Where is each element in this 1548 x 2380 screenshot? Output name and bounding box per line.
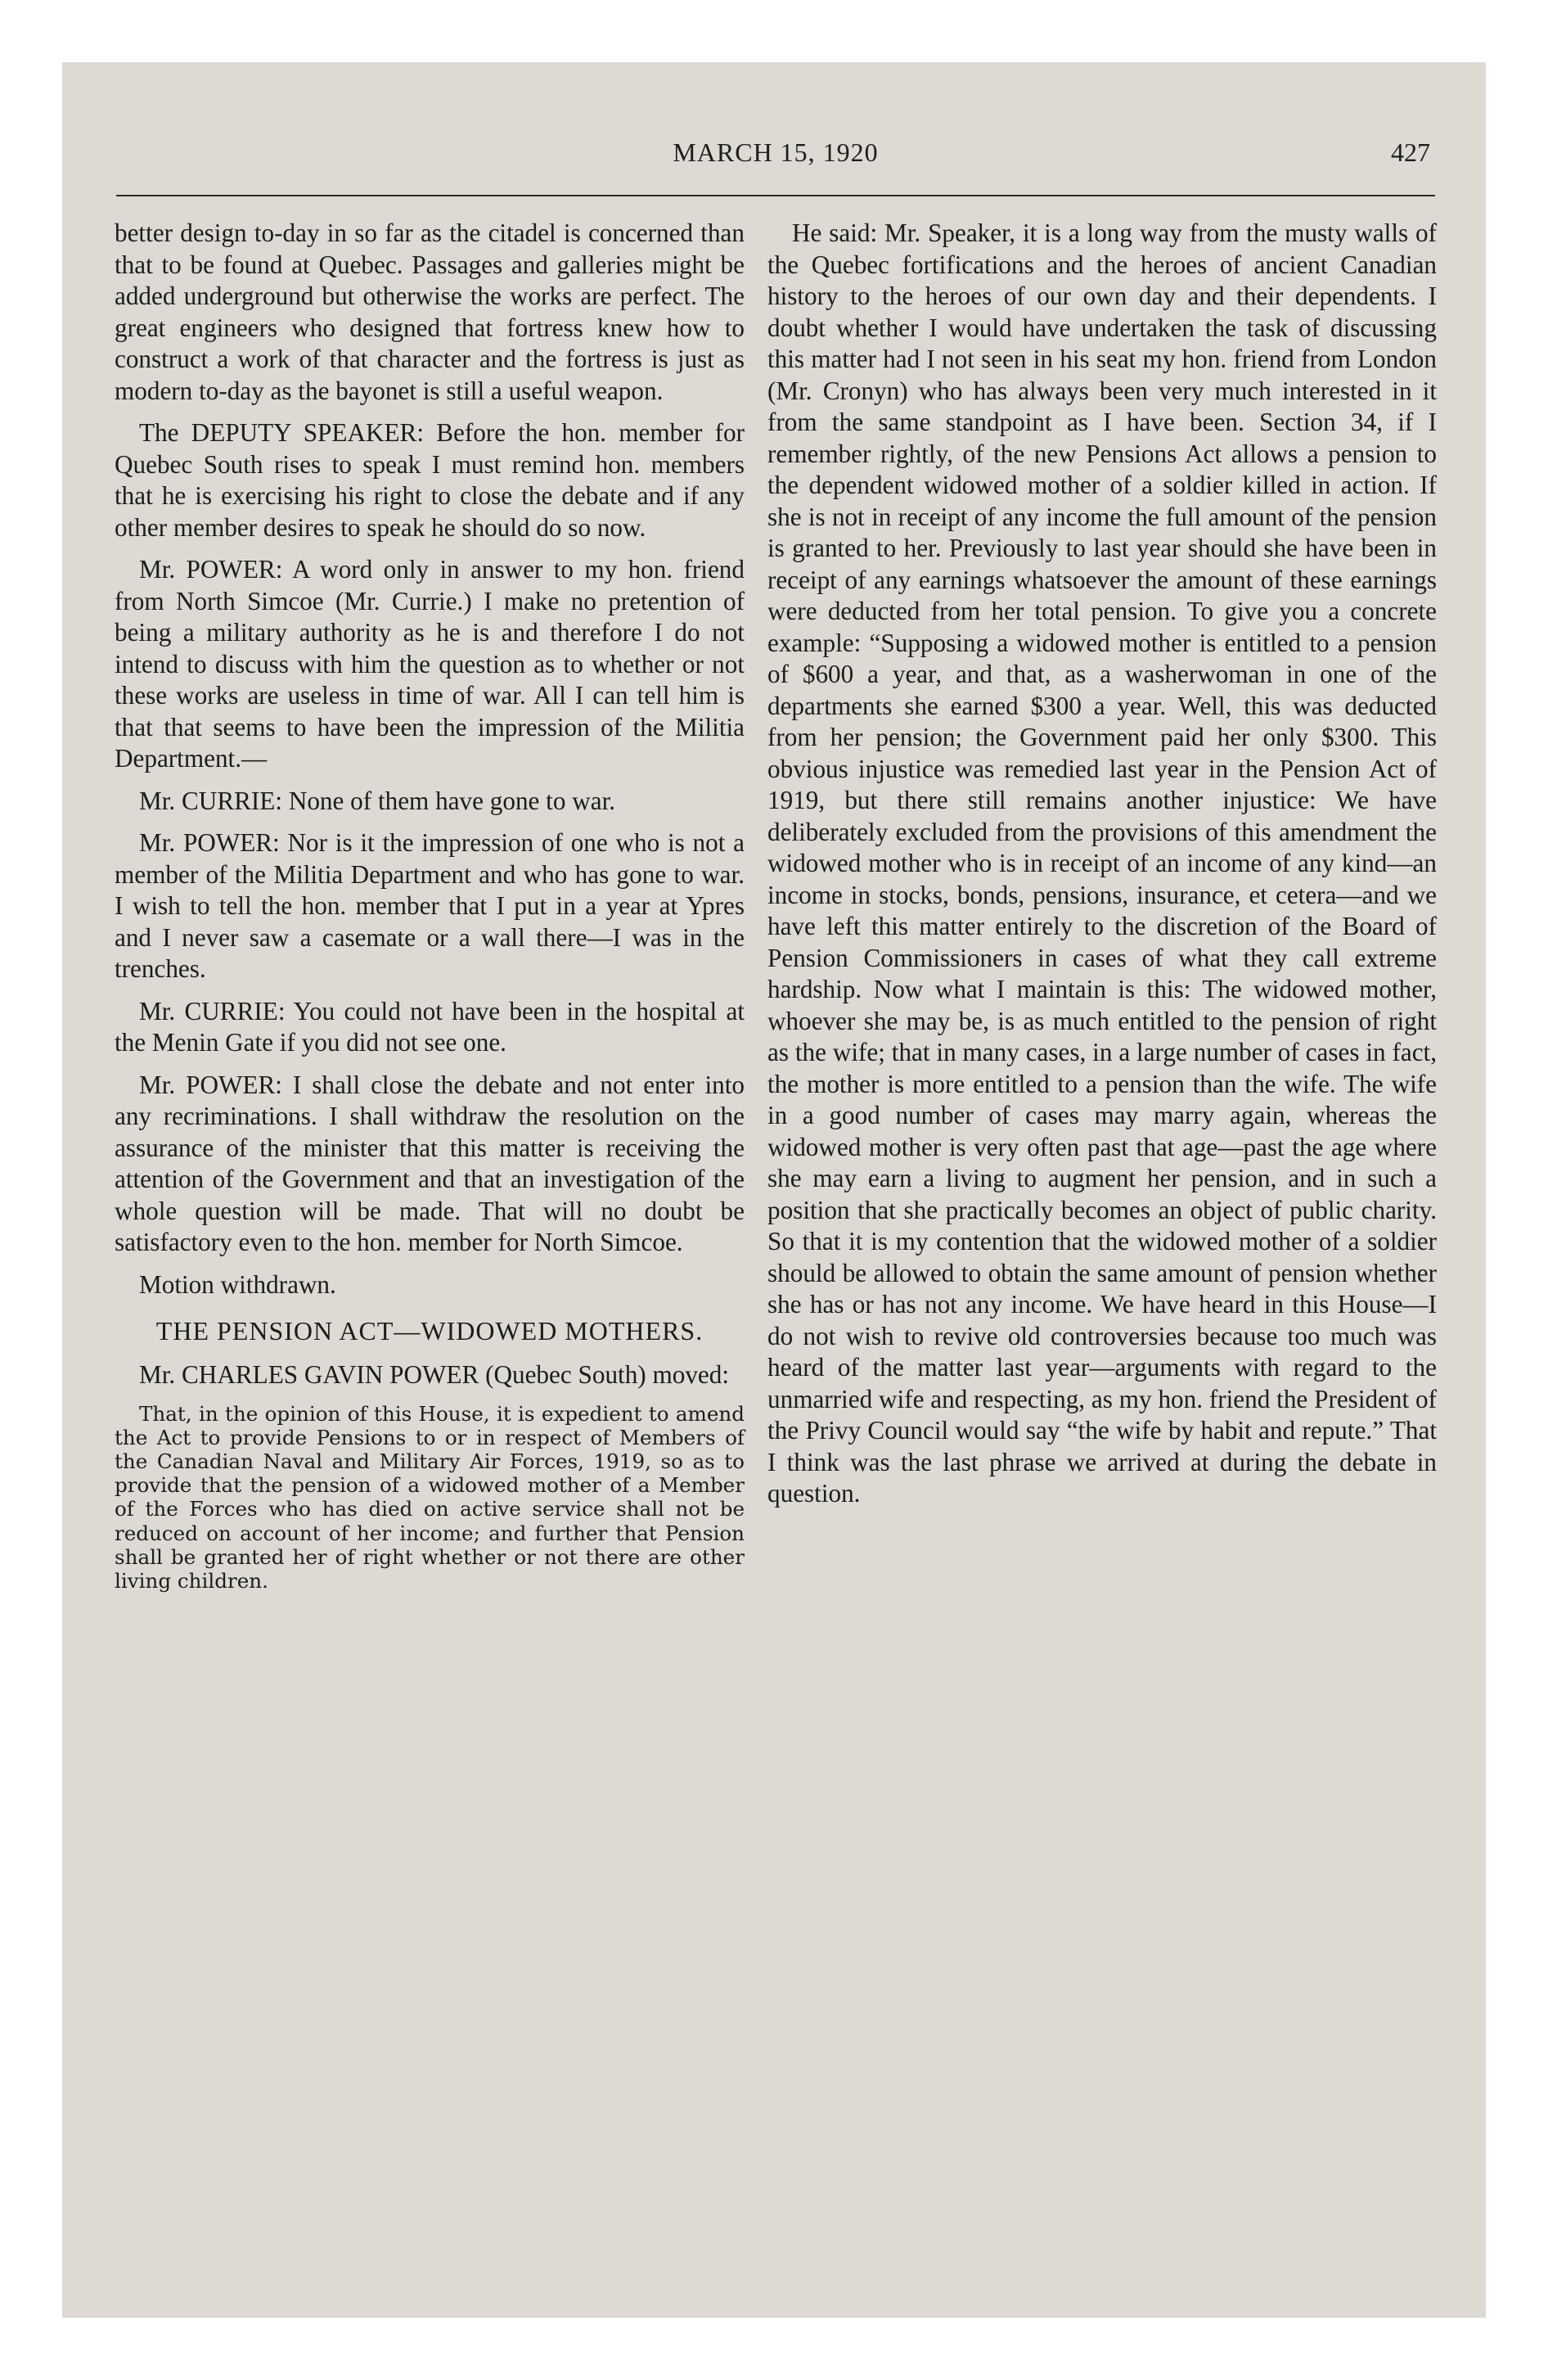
paragraph: Mr. POWER: I shall close the debate and not enter into any recriminations. I shall withdraw the resolution on the assurance of the minister that this matter is receiving the attention of the Government and that an investigation of the whole question will be made. That will no doubt be satisfactory even to the hon. member for North Simcoe. [115,1070,745,1256]
paragraph: Motion withdrawn. [139,1269,336,1299]
left-column [115,218,745,1593]
paragraph: Mr. POWER: Nor is it the impression of one who is not a member of the Militia Department and who has gone to war. I wish to tell the hon. member that I put in a year at Ypres and I never saw a casemate or a wall there—I was in the trenches. [115,828,745,983]
motion-intro: Mr. CHARLES GAVIN POWER (Quebec South) moved: [139,1360,730,1389]
resolution-text: That, in the opinion of this House, it is expedient to amend the Act to provide Pensions to or in respect of Members of the Canadian Naval and Military Air Forces, 1919, so as to provide that the pension of a widowed mother of a Member of the Forces who has died on active service shall not be reduced on account of her income; and further that Pension shall be granted her of right whether or not there are other living children. [115,1401,745,1593]
document-page [62,62,1486,2318]
right-column [767,218,1437,1521]
page-date: MARCH 15, 1920 [673,137,879,167]
paragraph: Mr. CURRIE: You could not have been in the hospital at the Menin Gate if you did not see one. [115,996,745,1057]
paragraph: Mr. POWER: A word only in answer to my hon. friend from North Simcoe (Mr. Currie.) I make no pretention of being a military authority as he is and therefore I do not intend to discuss with him the question as to whether or not these works are useless in time of war. All I can tell him is that that seems to have been the impression of the Militia Department.— [115,555,745,773]
page-header [116,137,1435,178]
paragraph: He said: Mr. Speaker, it is a long way from the musty walls of the Quebec fortifications and the heroes of ancient Canadian history to the heroes of our own day and their dependents. I doubt whether I would have undertaken the task of discussing this matter had I not seen in his seat my hon. friend from London (Mr. Cronyn) who has always been very much interested in it from the same standpoint as I have been. Section 34, if I remember rightly, of the new Pensions Act allows a pension to the dependent widowed mother of a soldier killed in action. If she is not in receipt of any income the full amount of the pension is granted to her. Previously to last year should she have been in receipt of any earnings whatsoever the amount of these earnings were deducted from her total pension. To give you a concrete example: “Supposing a widowed mother is entitled to a pension of $600 a year, and that, as a washerwoman in one of the departments she earned $300 a year. Well, this was deducted from her pension; the Government paid her only $300. This obvious injustice was remedied last year in the Pension Act of 1919, but there still remains another injustice: We have deliberately excluded from the provisions of this amendment the widowed mother who is in receipt of an income of any kind—an income in stocks, bonds, pensions, insurance, et cetera—and we have left this matter entirely to the discretion of the Board of Pension Commissioners in cases of what they call extreme hardship. Now what I maintain is this: The widowed mother, whoever she may be, is as much entitled to the pension of right as the wife; that in many cases, in a large number of cases in fact, the mother is more entitled to a pension than the wife. The wife in a good number of cases may marry again, whereas the widowed mother is very often past that age—past the age where she may earn a living to augment her pension, and in such a position that she practically becomes an object of public charity. So that it is my contention that the widowed mother of a soldier should be allowed to obtain the same amount of pension whether she has or has not any income. We have heard in this House—I do not wish to revive old controversies because too much was heard of the matter last year—arguments with regard to the unmarried wife and respecting, as my hon. friend the President of the Privy Council would say “the wife by habit and repute.” That I think was the last phrase we arrived at during the debate in question. [767,219,1437,1508]
paragraph: The DEPUTY SPEAKER: Before the hon. member for Quebec South rises to speak I must remind hon. members that he is exercising his right to close the debate and if any other member desires to speak he should do so now. [115,418,745,542]
section-heading: THE PENSION ACT—WIDOWED MOTHERS. [155,1316,704,1346]
paragraph: better design to-day in so far as the citadel is concerned than that to be found at Quebec. Passages and galleries might be added underground but otherwise the works are perfect. The great engineers who designed that fortress knew how to construct a work of that character and the fortress is just as modern to-day as the bayonet is still a useful weapon. [115,219,745,405]
header-rule [116,195,1435,196]
paragraph: Mr. CURRIE: None of them have gone to war. [139,786,616,815]
page-number: 427 [1391,137,1430,167]
